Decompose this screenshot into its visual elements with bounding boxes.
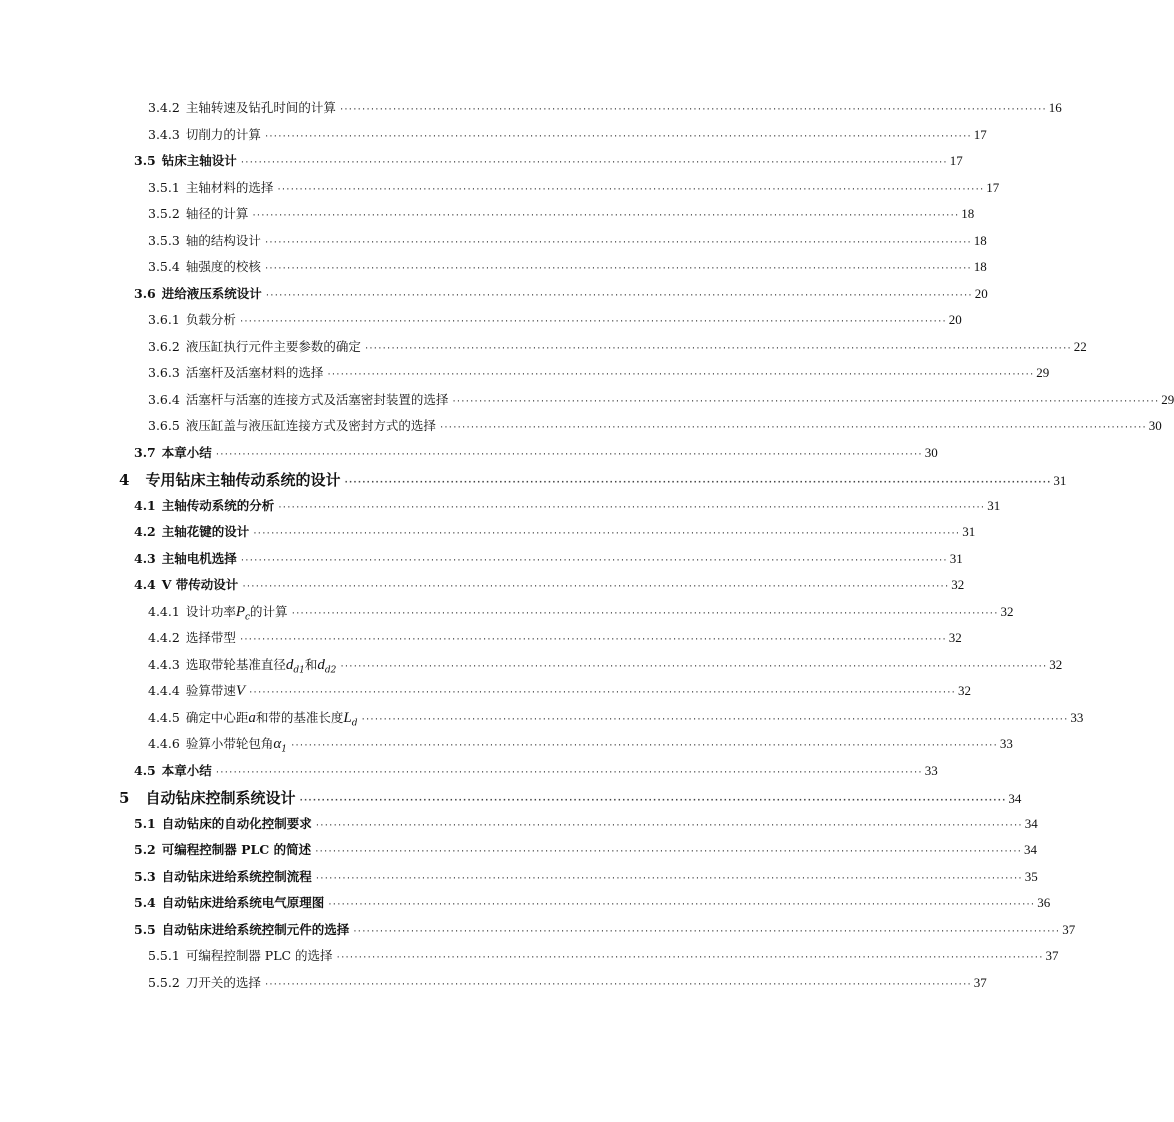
page-number: 17: [986, 179, 1000, 195]
toc-entry-level3[interactable]: [148, 973, 987, 991]
section-number: 4: [119, 471, 130, 489]
toc-entry-level1[interactable]: [119, 787, 1022, 808]
page-number: 32: [1000, 603, 1014, 619]
dot-leader: ································································································································································: [352, 926, 1060, 937]
section-number: 3.6.3: [148, 365, 180, 380]
dot-leader: ································································································································································: [314, 847, 1022, 857]
dot-leader: ································································································································································: [239, 555, 947, 566]
toc-entry-level2[interactable]: [134, 496, 1001, 514]
toc-entry-level2[interactable]: [134, 814, 1038, 832]
section-title: 验算带速V: [185, 683, 245, 699]
section-number: 4.5: [134, 762, 156, 778]
dot-leader: ································································································································································: [263, 237, 971, 248]
page-number: 33: [924, 762, 938, 778]
page-number: 32: [1049, 656, 1063, 672]
section-number: 3.5.2: [148, 206, 180, 221]
dot-leader: ································································································································································: [241, 582, 949, 592]
toc-entry-level3[interactable]: [148, 363, 1050, 381]
section-title: 负载分析: [185, 312, 236, 327]
section-title: 自动钻床进给系统电气原理图: [161, 895, 325, 910]
section-number: 4.4.4: [148, 683, 180, 698]
section-title: 切削力的计算: [185, 126, 261, 142]
toc-entry-level3[interactable]: [148, 204, 975, 222]
toc-entry-level2[interactable]: [134, 840, 1038, 858]
page-number: 34: [1024, 815, 1038, 831]
section-number: 5.2: [134, 842, 156, 857]
toc-entry-level3[interactable]: [148, 257, 987, 275]
section-number: 5.3: [134, 868, 156, 884]
toc-entry-level3[interactable]: [148, 178, 1000, 196]
section-title: 确定中心距a和带的基准长度$L_d$: [185, 709, 358, 728]
section-title: 自动钻床进给系统控制元件的选择: [161, 921, 350, 937]
dot-leader: ································································································································································: [263, 264, 971, 274]
dot-leader: ································································································································································: [263, 131, 971, 142]
page-number: 33: [999, 736, 1013, 751]
section-title: 本章小结: [161, 444, 212, 460]
math-symbol: $\alpha_1$: [273, 736, 287, 755]
dot-leader: ································································································································································: [438, 423, 1146, 433]
toc-entry-level3[interactable]: [148, 125, 987, 143]
toc-entry-level2[interactable]: [134, 575, 965, 593]
dot-leader: ································································································································································: [248, 688, 955, 698]
section-number: 3.6: [134, 285, 156, 301]
toc-entry-level3[interactable]: [148, 681, 971, 700]
section-number: 5.5: [134, 921, 156, 937]
toc-entry-level3[interactable]: [148, 337, 1087, 355]
section-number: 3.5.1: [148, 179, 180, 195]
section-title: 活塞杆与活塞的连接方式及活塞密封装置的选择: [185, 391, 449, 407]
section-number: 4.4.1: [148, 603, 180, 619]
page-number: 18: [961, 206, 975, 221]
dot-leader: ································································································································································: [252, 529, 960, 539]
section-title: 专用钻床主轴传动系统的设计: [145, 471, 341, 489]
dot-leader: ································································································································································: [263, 979, 971, 990]
page-number: 32: [957, 683, 971, 698]
toc-entry-level3[interactable]: [148, 390, 1174, 408]
dot-leader: ································································································································································: [339, 661, 1047, 672]
page-number: 32: [948, 630, 962, 645]
toc-entry-level2[interactable]: [134, 867, 1038, 885]
dot-leader: ································································································································································: [451, 396, 1159, 407]
dot-leader: ································································································································································: [298, 796, 1006, 806]
dot-leader: ································································································································································: [343, 478, 1051, 488]
page-number: 35: [1024, 868, 1038, 884]
section-title: 刀开关的选择: [185, 974, 261, 990]
dot-leader: ································································································································································: [238, 317, 946, 327]
toc-entry-level3[interactable]: [148, 655, 1063, 676]
section-title: 活塞杆及活塞材料的选择: [185, 365, 324, 380]
section-title: 液压缸盖与液压缸连接方式及密封方式的选择: [185, 418, 436, 433]
dot-leader: ································································································································································: [239, 158, 947, 168]
section-number: 4.4: [134, 577, 156, 592]
toc-entry-level3[interactable]: [148, 98, 1062, 116]
section-title: 可编程控制器 PLC 的选择: [185, 948, 333, 963]
page-number: 31: [962, 524, 976, 539]
section-title: 轴强度的校核: [185, 259, 261, 274]
dot-leader: ································································································································································: [290, 608, 998, 619]
section-title: 自动钻床进给系统控制流程: [161, 868, 312, 884]
section-number: 4.1: [134, 497, 156, 513]
toc-entry-level3[interactable]: [148, 310, 962, 328]
section-title: 选择带型: [185, 630, 236, 645]
toc-entry-level3[interactable]: [148, 946, 1059, 964]
dot-leader: ································································································································································: [326, 370, 1034, 380]
dot-leader: ································································································································································: [314, 873, 1022, 884]
page-number: 31: [949, 550, 963, 566]
section-number: 3.4.3: [148, 126, 180, 142]
section-title: 液压缸执行元件主要参数的确定: [185, 338, 361, 354]
section-number: 3.6.5: [148, 418, 180, 433]
section-title: 主轴转速及钻孔时间的计算: [185, 100, 336, 115]
section-title: 自动钻床控制系统设计: [145, 789, 296, 807]
section-number: 5.1: [134, 815, 156, 831]
math-symbol: $P_c$: [235, 603, 251, 622]
section-number: 5.5.1: [148, 948, 180, 963]
section-title: 验算小带轮包角$\alpha_1$: [185, 736, 287, 755]
toc-entry-level1[interactable]: [119, 469, 1067, 490]
section-title: 轴的结构设计: [185, 232, 261, 248]
toc-entry-level2[interactable]: [134, 920, 1076, 938]
section-title: 自动钻床的自动化控制要求: [161, 815, 312, 831]
toc-entry-level2[interactable]: [134, 893, 1051, 911]
page-number: 30: [924, 444, 938, 460]
toc-entry-level2[interactable]: [134, 284, 988, 302]
dot-leader: ································································································································································: [276, 184, 984, 195]
page-number: 17: [949, 153, 963, 168]
math-symbol: $d_{d2}$: [317, 656, 337, 675]
page-number: 34: [1024, 842, 1038, 857]
toc-entry-level3[interactable]: [148, 628, 962, 646]
toc-entry-level3[interactable]: [148, 708, 1084, 729]
section-title: 轴径的计算: [185, 206, 249, 221]
section-title: 主轴电机选择: [161, 550, 237, 566]
page-number: 29: [1036, 365, 1050, 380]
page-number: 37: [1045, 948, 1059, 963]
math-symbol: a: [248, 709, 256, 726]
dot-leader: ································································································································································: [238, 635, 946, 645]
section-title: 设计功率$P_c$的计算: [185, 603, 288, 622]
section-title: 选取带轮基准直径$d_{d1}$和$d_{d2}$: [185, 656, 337, 675]
section-number: 4.2: [134, 524, 156, 539]
page-number: 37: [973, 974, 987, 990]
dot-leader: ································································································································································: [338, 105, 1046, 115]
toc-entry-level2[interactable]: [134, 761, 938, 779]
section-number: 4.4.3: [148, 656, 180, 672]
toc-entry-level2[interactable]: [134, 549, 963, 567]
page-number: 17: [973, 126, 987, 142]
dot-leader: ································································································································································: [264, 290, 972, 301]
page-number: 30: [1148, 418, 1162, 433]
section-title: 主轴材料的选择: [185, 179, 274, 195]
page-number: 36: [1037, 895, 1051, 910]
toc-entry-level3[interactable]: [148, 734, 1013, 755]
section-number: 3.6.4: [148, 391, 180, 407]
section-title: V 带传动设计: [161, 577, 239, 592]
math-symbol: $d_{d1}$: [285, 656, 305, 675]
section-number: 5.5.2: [148, 974, 180, 990]
dot-leader: ································································································································································: [363, 343, 1071, 354]
section-title: 主轴花键的设计: [161, 524, 250, 539]
page-number: 16: [1048, 100, 1062, 115]
section-title: 本章小结: [161, 762, 212, 778]
dot-leader: ································································································································································: [335, 953, 1043, 963]
section-number: 3.7: [134, 444, 156, 460]
section-number: 3.5.4: [148, 259, 180, 274]
page-number: 32: [951, 577, 965, 592]
toc-entry-level2[interactable]: [134, 522, 976, 540]
dot-leader: ································································································································································: [289, 741, 997, 751]
math-symbol: $L_d$: [343, 709, 358, 728]
page-number: 22: [1073, 338, 1087, 354]
dot-leader: ································································································································································: [214, 449, 922, 460]
page-number: 20: [948, 312, 962, 327]
dot-leader: ································································································································································: [214, 767, 922, 778]
section-number: 4.3: [134, 550, 156, 566]
section-title: 主轴传动系统的分析: [161, 497, 275, 513]
section-title: 可编程控制器 PLC 的简述: [161, 842, 312, 857]
dot-leader: ································································································································································: [327, 900, 1035, 910]
section-title: 钻床主轴设计: [161, 153, 237, 168]
toc-entry-level3[interactable]: [148, 231, 987, 249]
page-number: 34: [1008, 791, 1022, 806]
math-symbol: V: [235, 683, 245, 699]
dot-leader: ································································································································································: [277, 502, 985, 513]
section-number: 4.4.6: [148, 736, 180, 751]
dot-leader: ································································································································································: [360, 714, 1068, 725]
toc-entry-level3[interactable]: [148, 416, 1162, 434]
section-number: 5.4: [134, 895, 156, 910]
section-number: 3.6.1: [148, 312, 180, 327]
toc-entry-level2[interactable]: [134, 443, 938, 461]
page-number: 33: [1070, 709, 1084, 725]
section-title: 进给液压系统设计: [161, 285, 262, 301]
section-number: 4.4.2: [148, 630, 180, 645]
section-number: 3.5: [134, 153, 156, 168]
page-number: 20: [974, 285, 988, 301]
page-number: 18: [973, 259, 987, 274]
page-number: 18: [973, 232, 987, 248]
section-number: 5: [119, 789, 130, 807]
toc-entry-level2[interactable]: [134, 151, 963, 169]
section-number: 3.5.3: [148, 232, 180, 248]
section-number: 3.6.2: [148, 338, 180, 354]
dot-leader: ································································································································································: [251, 211, 959, 221]
section-number: 3.4.2: [148, 100, 180, 115]
page-number: 31: [1053, 473, 1067, 488]
dot-leader: ································································································································································: [314, 820, 1022, 831]
toc-entry-level3[interactable]: [148, 602, 1014, 623]
page-number: 31: [987, 497, 1001, 513]
page-number: 29: [1161, 391, 1174, 407]
section-number: 4.4.5: [148, 709, 180, 725]
page-number: 37: [1062, 921, 1076, 937]
